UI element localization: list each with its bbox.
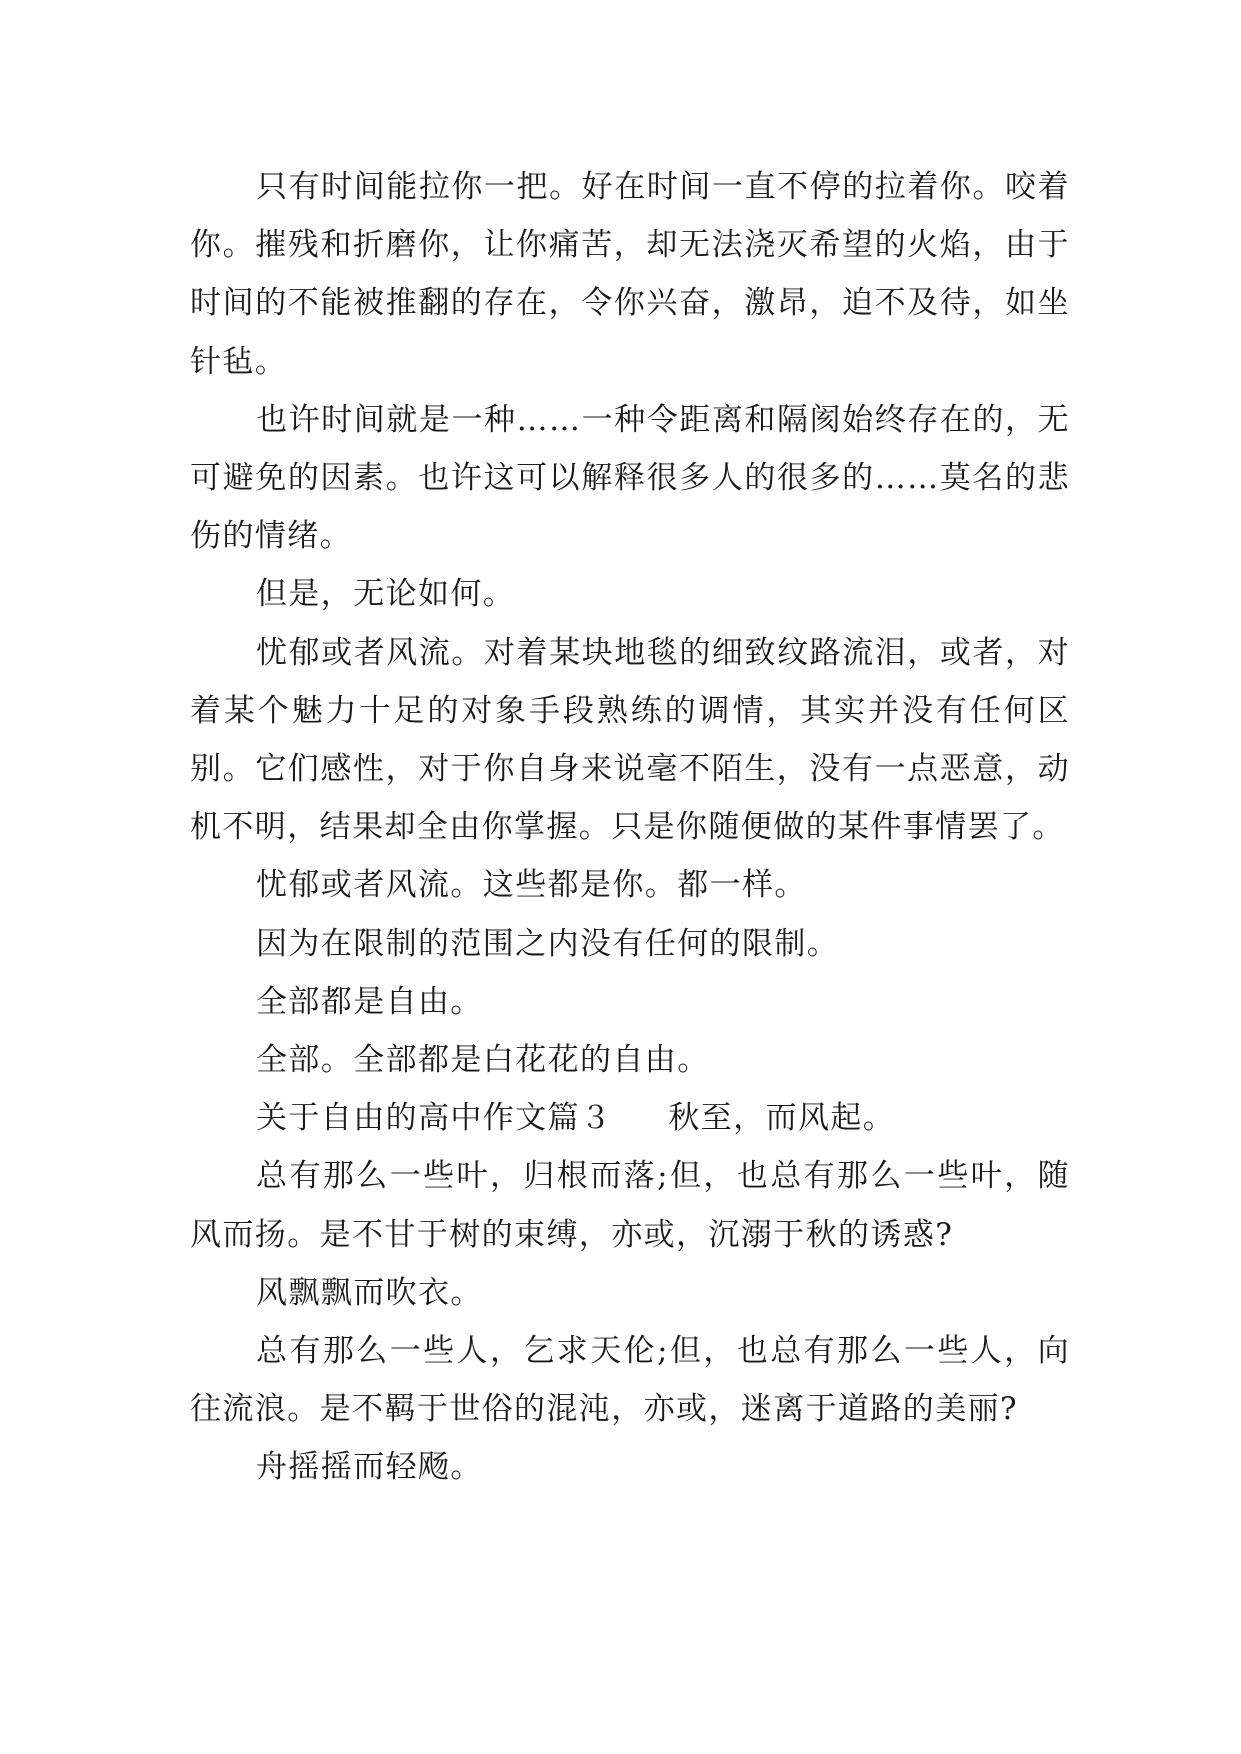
section-first-sentence: 秋至，而风起。 [668, 1100, 896, 1137]
paragraph: 总有那么一些叶，归根而落;但，也总有那么一些叶，随风而扬。是不甘于树的束缚，亦或，沉溺于秋的诱惑? [190, 1158, 1070, 1253]
paragraph: 舟摇摇而轻飏。 [256, 1449, 483, 1486]
paragraph: 忧郁或者风流。这些都是你。都一样。 [256, 867, 807, 904]
paragraph: 因为在限制的范围之内没有任何的限制。 [256, 925, 840, 962]
paragraph: 只有时间能拉你一把。好在时间一直不停的拉着你。咬着你。摧残和折磨你，让你痛苦，却无法浇灭希望的火焰，由于时间的不能被推翻的存在，令你兴奋，激昂，迫不及待，如坐针毡。 [190, 169, 1070, 380]
paragraph: 风飘飘而吹衣。 [256, 1274, 483, 1311]
paragraph: 忧郁或者风流。对着某块地毯的细致纹路流泪，或者，对着某个魅力十足的对象手段熟练的调情，其实并没有任何区别。它们感性，对于你自身来说毫不陌生，没有一点恶意，动机不明，结果却全由你掌握。只是你随便做的某件事情罢了。 [190, 634, 1070, 846]
section-title: 关于自由的高中作文篇３ [256, 1100, 613, 1137]
paragraph: 全部。全部都是白花花的自由。 [256, 1042, 710, 1079]
paragraph: 但是，无论如何。 [256, 576, 516, 613]
paragraph: 总有那么一些人，乞求天伦;但，也总有那么一些人，向往流浪。是不羁于世俗的混沌，亦或，迷离于道路的美丽? [190, 1333, 1070, 1428]
paragraph: 也许时间就是一种……一种令距离和隔阂始终存在的，无可避免的因素。也许这可以解释很多人的很多的……莫名的悲伤的情绪。 [190, 401, 1070, 555]
section-heading-line [190, 1089, 1070, 1147]
paragraph: 全部都是自由。 [256, 983, 483, 1020]
document-body [190, 158, 1070, 1497]
